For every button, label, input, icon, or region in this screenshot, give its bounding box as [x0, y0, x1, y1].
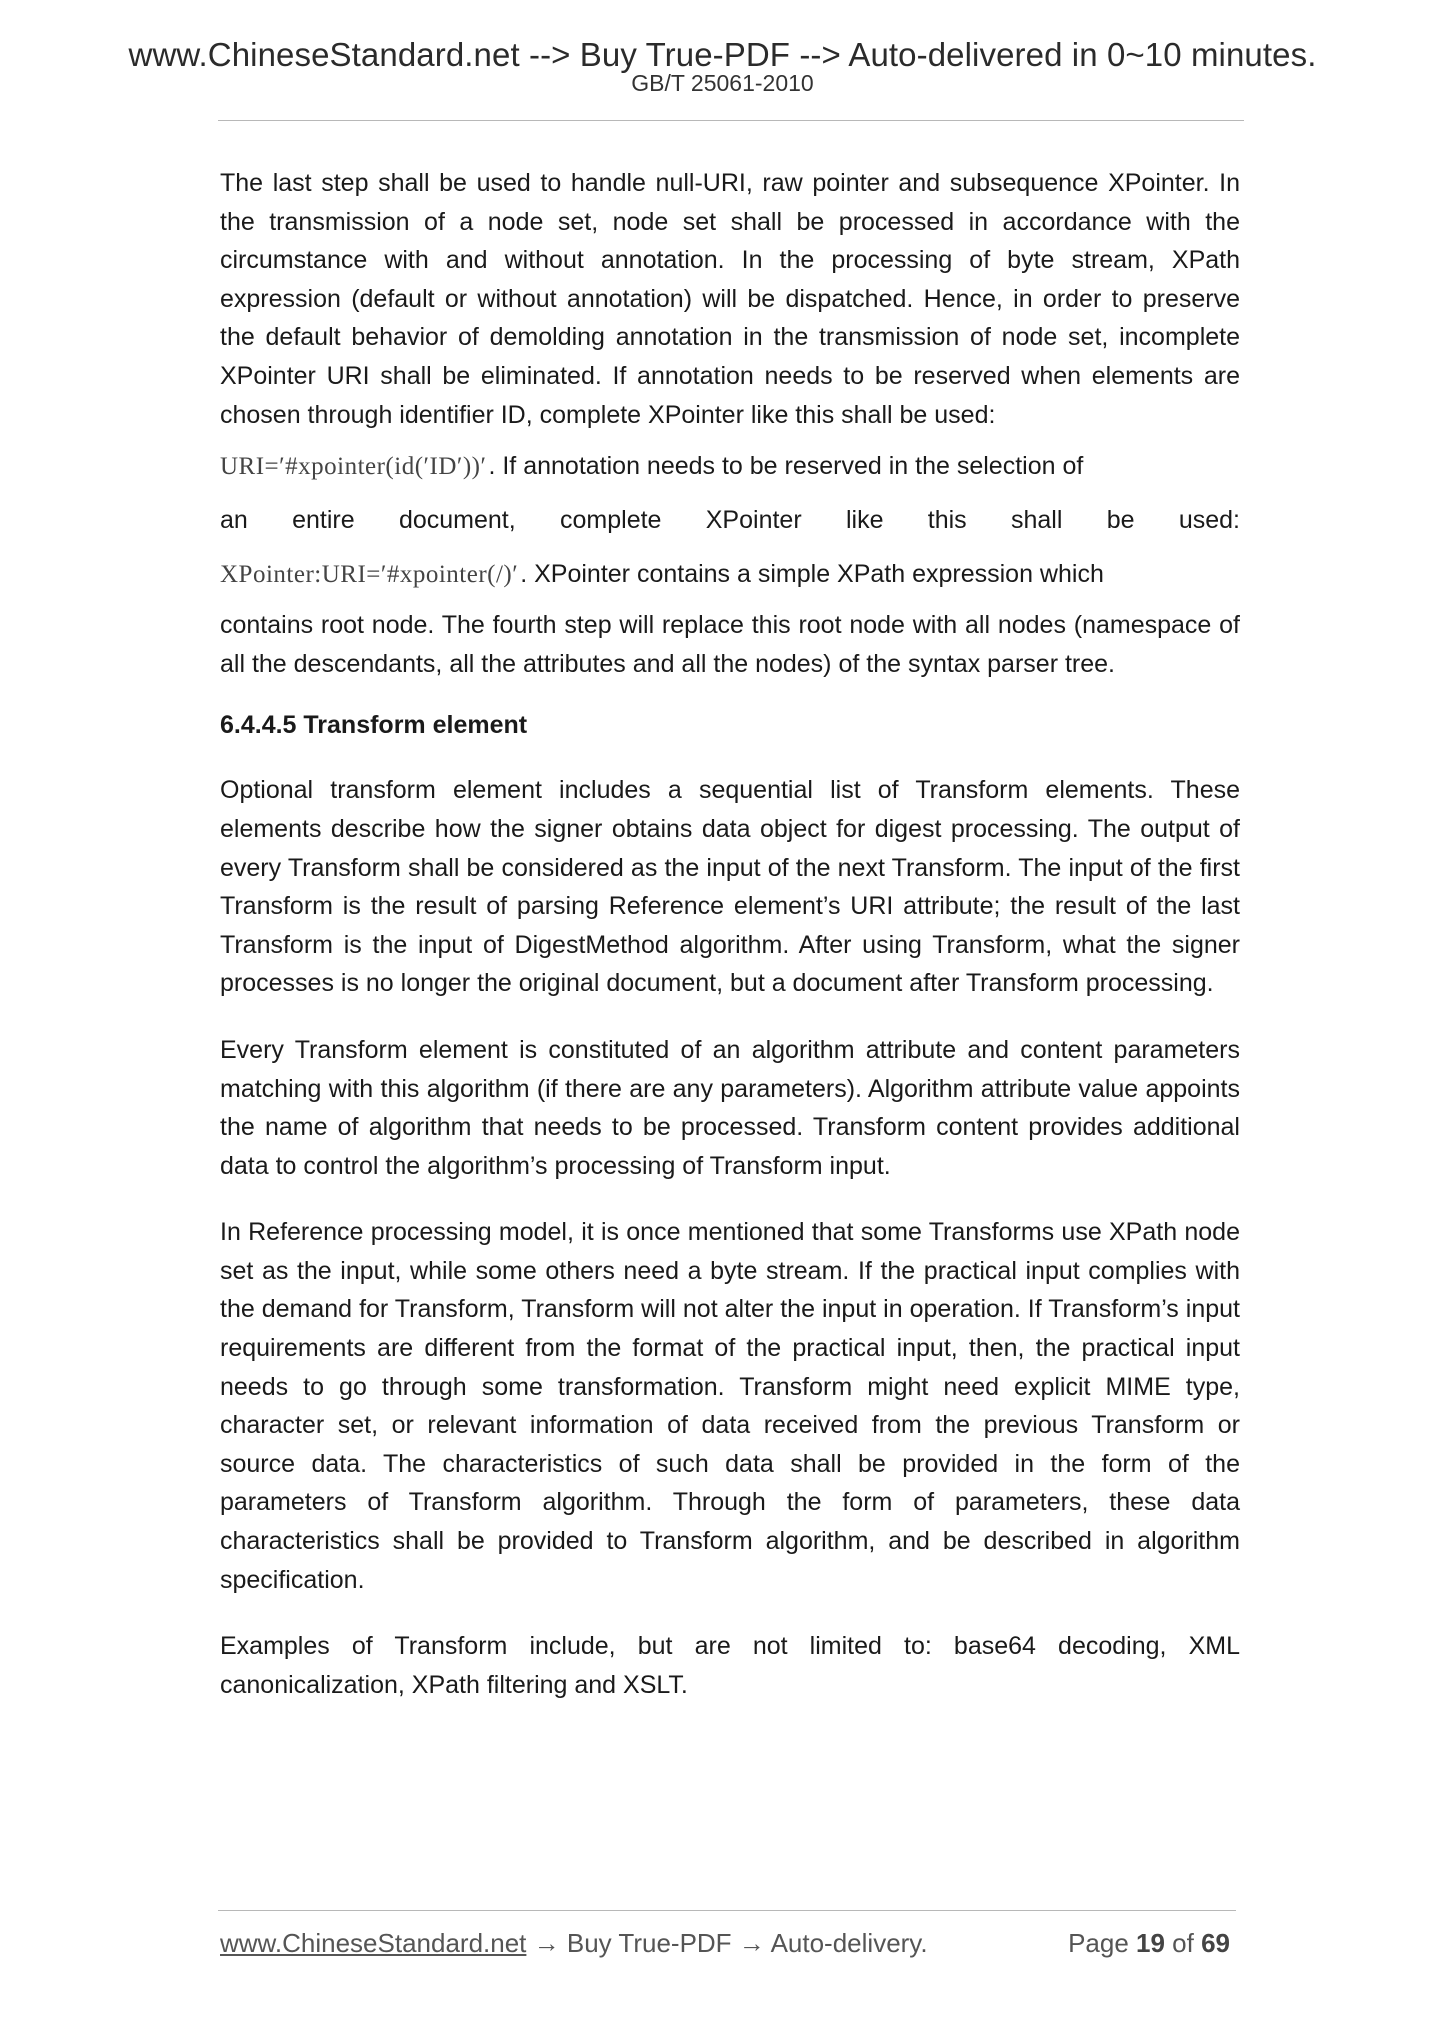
formula-line-1 [220, 442, 1240, 490]
xpointer-root-formula: XPointer:URI=′#xpointer(/)′ [220, 561, 519, 589]
xpointer-id-formula: URI=′#xpointer(id(′ID′))′ [220, 453, 487, 481]
justified-line: an entire document, complete XPointer like this shall be used: [220, 506, 1240, 535]
paragraph-transform-list: Optional transform element includes a sequential list of Transform elements. These elements describe how the signer obtains data object for digest processing. The output of every Transform shall be considered as the input of the next Transform. The input of the first Transform is the result of parsing Reference element’s URI attribute; the result of the last Transform is the input of DigestMethod algorithm. After using Transform, what the signer processes is no longer the original document, but a document after Transform processing. [220, 776, 1240, 998]
standard-code: GB/T 25061-2010 [631, 70, 814, 96]
formula-2-trailing-text: . XPointer contains a simple XPath expression which [520, 560, 1104, 589]
header-divider [218, 120, 1244, 121]
total-pages: 69 [1201, 1928, 1230, 1958]
footer-tagline: → Buy True-PDF → Auto-delivery. [526, 1928, 928, 1958]
paragraph-transform-examples: Examples of Transform include, but are not limited to: base64 decoding, XML canonicalization, XPath filtering and XSLT. [220, 1632, 1240, 1699]
page-number: 19 [1136, 1928, 1165, 1958]
of-label: of [1164, 1928, 1202, 1958]
page-body [220, 164, 1240, 1732]
footer-divider [218, 1910, 1236, 1911]
formula-line-2 [220, 550, 1240, 598]
paragraph-transform-structure: Every Transform element is constituted of an algorithm attribute and content parameters matching with this algorithm (if there are any parameters). Algorithm attribute value appoints the name of algorithm that needs to be processed. Transform content provides additional data to control the algorithm’s processing of Transform input. [220, 1035, 1240, 1180]
site-banner: www.ChineseStandard.net --> Buy True-PDF --> Auto-delivered in 0~10 minutes. [128, 36, 1317, 73]
formula-1-trailing-text: . If annotation needs to be reserved in the selection of [488, 452, 1084, 481]
paragraph-root-node: contains root node. The fourth step will replace this root node with all nodes (namespace of all the descendants, all the attributes and all the nodes) of the syntax parser tree. [220, 611, 1240, 678]
page-label: Page [1068, 1928, 1137, 1958]
site-link[interactable]: www.ChineseStandard.net [220, 1928, 527, 1958]
paragraph-null-uri: The last step shall be used to handle null-URI, raw pointer and subsequence XPointer. In the transmission of a node set, node set shall be processed in accordance with the circumstance with and without annotation. In the processing of byte stream, XPath expression (default or without annotation) will be dispatched. Hence, in order to preserve the default behavior of demolding annotation in the transmission of node set, incomplete XPointer URI shall be eliminated. If annotation needs to be reserved when elements are chosen through identifier ID, complete XPointer like this shall be used: [220, 169, 1240, 429]
section-heading: 6.4.4.5 Transform element [220, 711, 528, 740]
footer-left [220, 1928, 928, 1959]
page-indicator [1068, 1928, 1230, 1959]
paragraph-processing-model: In Reference processing model, it is once mentioned that some Transforms use XPath node set as the input, while some others need a byte stream. If the practical input complies with the demand for Transform, Transform will not alter the input in operation. If Transform’s input requirements are different from the format of the practical input, then, the practical input needs to go through some transformation. Transform might need explicit MIME type, character set, or relevant information of data received from the previous Transform or source data. The characteristics of such data shall be provided in the form of the parameters of Transform algorithm. Through the form of parameters, these data characteristics shall be provided to Transform algorithm, and be described in algorithm specification. [220, 1218, 1240, 1594]
